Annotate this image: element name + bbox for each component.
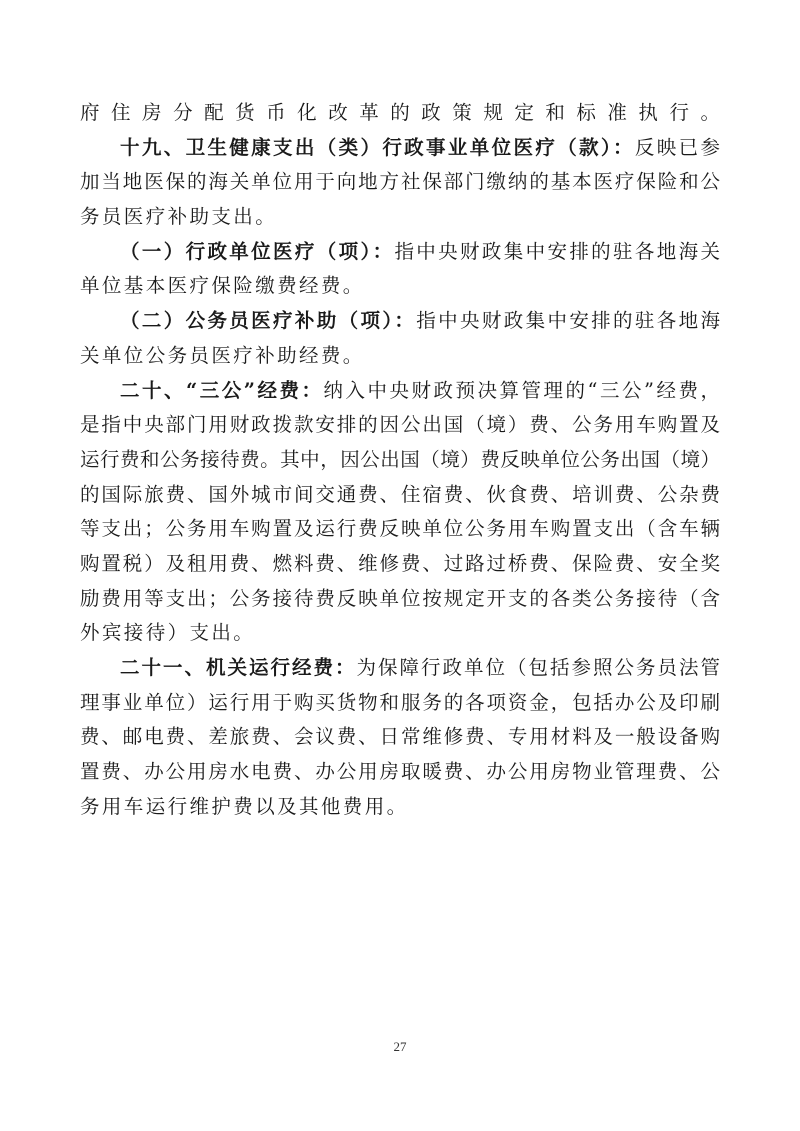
section-heading-line: （一）行政单位医疗（项）：指中央财政集中安排的驻各地海关 [120, 239, 720, 263]
text-line: 置费、办公用房水电费、办公用房取暖费、办公用房物业管理费、公 [80, 760, 720, 784]
text-line: 的国际旅费、国外城市间交通费、住宿费、伙食费、培训费、公杂费 [80, 482, 720, 506]
section-heading: （二）公务员医疗补助（项）： [120, 309, 417, 333]
section-heading: 二十一、机关运行经费： [120, 656, 357, 679]
text-line: 务员医疗补助支出。 [80, 205, 278, 229]
section-heading-line: 二十、“三公”经费：纳入中央财政预决算管理的“三公”经费， [120, 378, 720, 402]
section-heading: （一）行政单位医疗（项）： [120, 239, 395, 263]
text-line: 关单位公务员医疗补助经费。 [80, 343, 365, 367]
text-line: 励费用等支出；公务接待费反映单位按规定开支的各类公务接待（含 [80, 586, 720, 610]
section-heading: 二十、“三公”经费： [120, 378, 324, 402]
section-heading-line: 二十一、机关运行经费：为保障行政单位（包括参照公务员法管 [120, 656, 720, 679]
text-line: 务用车运行维护费以及其他费用。 [80, 794, 409, 818]
text-line: 购置税）及租用费、燃料费、维修费、过路过桥费、保险费、安全奖 [80, 551, 720, 575]
section-heading: 十九、卫生健康支出（类）行政事业单位医疗（款）： [120, 135, 635, 159]
text-line: 等支出；公务用车购置及运行费反映单位公务用车购置支出（含车辆 [80, 517, 720, 541]
text-line: 费、邮电费、差旅费、会议费、日常维修费、专用材料及一般设备购 [80, 725, 720, 749]
document-body [80, 96, 720, 824]
text-line: 是指中央部门用财政拨款安排的因公出国（境）费、公务用车购置及 [80, 413, 720, 437]
text-line: 单位基本医疗保险缴费经费。 [80, 274, 365, 298]
section-heading-line: 十九、卫生健康支出（类）行政事业单位医疗（款）：反映已参 [120, 135, 720, 159]
text-line: 加当地医保的海关单位用于向地方社保部门缴纳的基本医疗保险和公 [80, 170, 720, 194]
section-heading-line: （二）公务员医疗补助（项）：指中央财政集中安排的驻各地海 [120, 309, 720, 333]
text-line: 运行费和公务接待费。其中，因公出国（境）费反映单位公务出国（境） [80, 447, 720, 471]
page-number: 27 [393, 1039, 407, 1054]
text-line: 府住房分配货币化改革的政策规定和标准执行。 [80, 101, 720, 124]
text-line: 外宾接待）支出。 [80, 621, 256, 645]
text-line: 理事业单位）运行用于购买货物和服务的各项资金，包括办公及印刷 [80, 690, 720, 714]
